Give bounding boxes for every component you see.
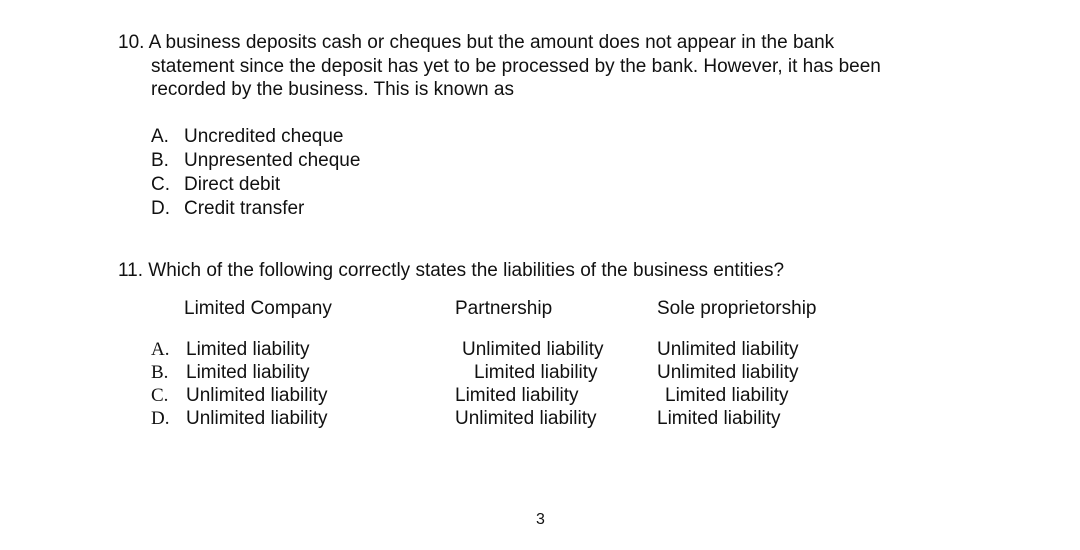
q11-row-d-partnership: Unlimited liability	[455, 408, 597, 429]
q10-question-line-1: 10. A business deposits cash or cheques but the amount does not appear in the bank	[118, 32, 835, 53]
q10-option-c	[151, 173, 280, 197]
q10-question-line-2: statement since the deposit has yet to be processed by the bank. However, it has been	[151, 56, 881, 77]
q11-header-partnership: Partnership	[455, 298, 553, 319]
q11-header-sole-proprietorship: Sole proprietorship	[657, 298, 817, 319]
q11-row-b-partnership: Limited liability	[474, 362, 598, 383]
q10-option-a-letter: A.	[151, 126, 169, 147]
q10-option-b-letter: B.	[151, 150, 169, 171]
q10-option-b	[151, 149, 360, 173]
q11-row-c-letter: C.	[151, 385, 169, 406]
q11-row-c-partnership: Limited liability	[455, 385, 579, 406]
q10-option-d-letter: D.	[151, 198, 170, 219]
page-number: 3	[536, 511, 545, 528]
q11-header-limited-company: Limited Company	[184, 298, 332, 319]
q10-option-b-text: Unpresented cheque	[184, 150, 361, 171]
q11-row-a-limited-company: Limited liability	[186, 339, 310, 360]
q10-option-a	[151, 125, 344, 149]
q11-row-d-limited-company: Unlimited liability	[186, 408, 328, 429]
q10-option-a-text: Uncredited cheque	[184, 126, 344, 147]
q11-row-a-letter: A.	[151, 339, 170, 360]
q11-row-d-letter: D.	[151, 408, 170, 429]
q11-row-b-letter: B.	[151, 362, 169, 383]
q11-row-b-sole-proprietorship: Unlimited liability	[657, 362, 799, 383]
q11-row-c-sole-proprietorship: Limited liability	[665, 385, 789, 406]
q11-question: 11. Which of the following correctly states the liabilities of the business entities?	[118, 260, 785, 281]
q11-row-d-sole-proprietorship: Limited liability	[657, 408, 781, 429]
q10-option-c-text: Direct debit	[184, 174, 281, 195]
q10-option-c-letter: C.	[151, 174, 170, 195]
q11-row-b-limited-company: Limited liability	[186, 362, 310, 383]
q11-row-c-limited-company: Unlimited liability	[186, 385, 328, 406]
q11-row-a-sole-proprietorship: Unlimited liability	[657, 339, 799, 360]
q10-question-line-3: recorded by the business. This is known as	[151, 79, 514, 100]
q10-option-d	[151, 197, 304, 221]
q10-option-d-text: Credit transfer	[184, 198, 305, 219]
q11-row-a-partnership: Unlimited liability	[462, 339, 604, 360]
